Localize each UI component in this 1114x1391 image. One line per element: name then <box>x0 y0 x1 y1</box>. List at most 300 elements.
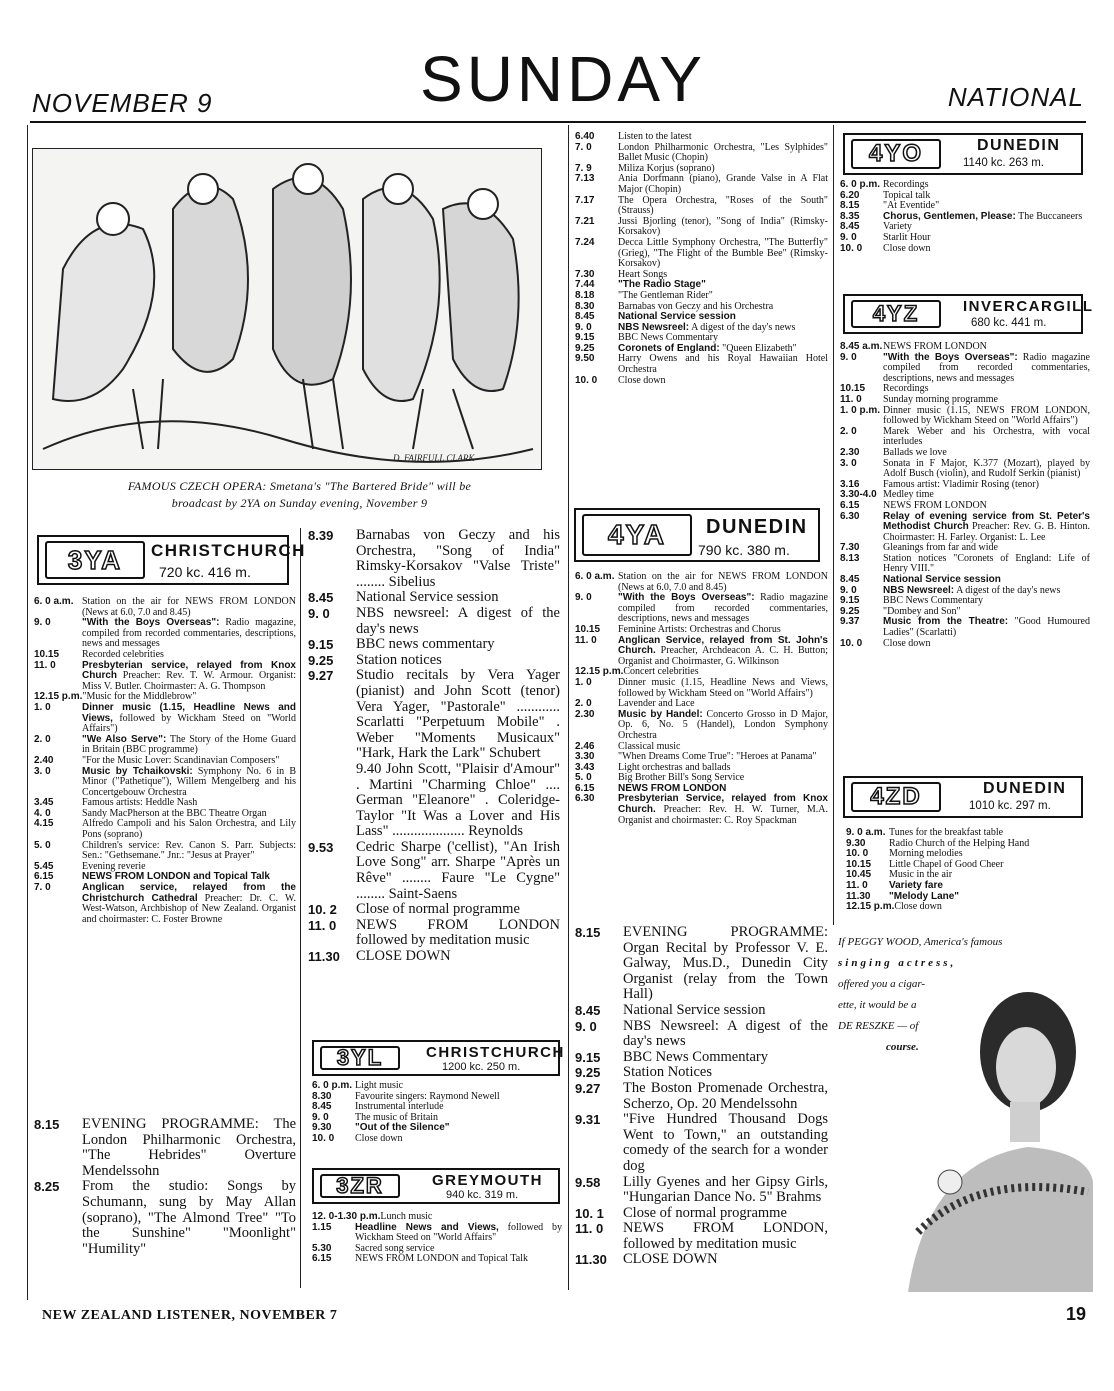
program-detail: Harry Owens and his Royal Hawaiian Hotel Orchestra <box>618 353 828 376</box>
program-time: 9. 0 <box>575 592 592 604</box>
program-detail: Famous artists: Heddle Nash <box>82 797 198 809</box>
program-row <box>308 902 560 918</box>
program-time: 9.25 <box>840 605 860 617</box>
program-description <box>355 1254 562 1265</box>
advert-line: course. <box>886 1041 919 1053</box>
program-row <box>840 459 1090 480</box>
station-logo: 3ZR <box>320 1174 400 1198</box>
program-detail: Close down <box>883 637 931 649</box>
program-list-4yo <box>840 180 1090 254</box>
program-time: 12.15 p.m. <box>34 691 83 703</box>
program-detail: BBC news commentary <box>356 636 495 653</box>
program-time: 2.40 <box>34 754 54 766</box>
program-detail: EVENING PROGRAMME: Organ Recital by Professor V. E. Galway, Mus.D., Dunedin City Organist (relay from the Town Hall) <box>623 924 828 1003</box>
program-time: 11.30 <box>575 1252 607 1268</box>
program-row <box>308 668 560 762</box>
program-detail: Dinner music (1.15, Headline News and Views, followed by Wickham Steed on "World Affairs") <box>618 676 828 699</box>
page-number: 19 <box>1065 1304 1086 1324</box>
program-description <box>356 590 560 606</box>
program-time: 6. 0 p.m. <box>312 1080 353 1091</box>
program-list-3ya-late <box>308 528 560 965</box>
program-detail: National Service session <box>623 1001 766 1018</box>
program-time: 10. 0 <box>846 848 869 860</box>
program-time: 12. 0-1.30 p.m. <box>312 1211 381 1222</box>
program-description <box>618 678 828 699</box>
program-description <box>883 639 1090 650</box>
station-header-3ya <box>37 535 306 585</box>
program-detail: Recorded celebrities <box>82 648 164 660</box>
program-detail: Preacher: Dr. C. W. West-Watson, Archbishop of New Zealand. Organist and choirmaster: C. Foster Browne <box>82 892 296 925</box>
program-detail: Miliza Korjus (soprano) <box>618 162 715 174</box>
program-row <box>575 1065 828 1081</box>
advert-line: DE RESZKE — of <box>838 1020 919 1032</box>
program-detail: NEWS FROM LONDON <box>883 499 987 511</box>
program-detail: The Opera Orchestra, "Roses of the South" (Strauss) <box>618 194 828 217</box>
program-row <box>840 639 1090 650</box>
station-city: GREYMOUTH <box>432 1172 543 1189</box>
program-description <box>355 1223 562 1244</box>
network-label: NATIONAL <box>947 82 1084 112</box>
program-time: 3.43 <box>575 761 595 773</box>
program-highlight: Dinner music (1.15, Headline News and Views, <box>82 701 296 724</box>
program-time: 1.15 <box>312 1221 332 1233</box>
program-row <box>840 222 1090 233</box>
program-time: 5.30 <box>312 1242 332 1254</box>
program-detail: Preacher: Rev. T. W. Armour. Organist: Miss V. Butler. Choirmaster: A. G. Thompson <box>82 670 296 692</box>
program-time: 1. 0 <box>34 701 51 713</box>
illustration-caption <box>62 478 537 512</box>
program-row <box>840 596 1090 607</box>
program-detail: Sacred song service <box>355 1242 435 1254</box>
station-city: CHRISTCHURCH <box>426 1044 565 1061</box>
station-frequency: 1200 kc. 250 m. <box>442 1061 521 1073</box>
program-highlight: Presbyterian service, relayed from Knox Church <box>82 659 296 682</box>
program-detail: Station on the air for NEWS FROM LONDON (News at 6.0, 7.0 and 8.45) <box>82 596 296 618</box>
program-row <box>575 1081 828 1112</box>
program-time: 9. 0 <box>34 617 51 629</box>
program-time: 7.44 <box>575 279 595 291</box>
program-row <box>840 191 1090 202</box>
program-detail: Light orchestras and ballads <box>618 761 731 773</box>
program-description <box>618 636 828 668</box>
program-row <box>312 1134 562 1145</box>
program-detail: NEWS FROM LONDON, followed by meditation music <box>623 1220 828 1252</box>
program-detail: Instrumental interlude <box>355 1101 444 1113</box>
program-detail: Alfredo Campoli and his Salon Orchestra, and Lily Pons (soprano) <box>82 818 296 841</box>
station-frequency: 680 kc. 441 m. <box>971 317 1047 329</box>
program-time: 9. 0 a.m. <box>846 827 886 838</box>
program-detail: Decca Little Symphony Orchestra, "The Butterfly" (Grieg), "The Flight of the Bumble Bee" (Rimsky-Korsakov) <box>618 236 828 270</box>
program-highlight: Coronets of England: <box>618 342 720 354</box>
program-time: 9.30 <box>312 1122 332 1134</box>
program-description <box>623 925 828 1003</box>
program-time: 9.25 <box>575 1065 601 1081</box>
program-detail: Radio magazine compiled from recorded commentaries, descriptions, news and messages <box>883 351 1090 384</box>
program-row <box>846 870 1090 881</box>
program-time: 11. 0 <box>308 917 337 933</box>
program-description <box>623 1206 828 1222</box>
program-description <box>618 376 828 387</box>
station-logo: 4YO <box>851 139 941 169</box>
program-detail: Sunday morning programme <box>883 393 998 405</box>
program-time: 5.45 <box>34 860 54 872</box>
program-description <box>618 794 828 826</box>
program-highlight: "With the Boys Overseas": <box>82 617 220 629</box>
advert-line: singing actress, <box>838 957 957 969</box>
program-row <box>308 762 560 840</box>
program-row <box>575 1003 828 1019</box>
program-time: 9.15 <box>840 595 860 607</box>
program-time: 9. 0 <box>840 584 857 596</box>
program-highlight: Anglican service, relayed from the Christchurch Cathedral <box>82 882 296 904</box>
program-detail: EVENING PROGRAMME: The London Philharmonic Orchestra, "The Hebrides" Overture Mendelssohn <box>82 1116 296 1179</box>
program-description <box>82 618 296 650</box>
program-time: 9.31 <box>575 1112 601 1128</box>
program-detail: Listen to the latest <box>618 131 692 142</box>
program-detail: Feminine Artists: Orchestras and Chorus <box>618 623 781 635</box>
program-time: 7.17 <box>575 194 595 206</box>
program-detail: "Music for the Middlebrow" <box>82 691 197 703</box>
program-time: 7.21 <box>575 215 595 227</box>
program-description <box>623 1065 828 1081</box>
program-row <box>308 918 560 949</box>
program-detail: BBC News Commentary <box>623 1048 768 1065</box>
program-detail: followed by Wickham Steed on "World Affairs") <box>82 712 296 735</box>
program-time: 8.45 <box>840 574 860 586</box>
program-time: 6.15 <box>575 782 595 794</box>
program-time: 9.37 <box>840 616 860 628</box>
program-row <box>840 233 1090 244</box>
program-list-4ya-evening <box>575 925 828 1268</box>
station-frequency: 1140 kc. 263 m. <box>963 157 1044 169</box>
program-detail: From the studio: Songs by Schumann, sung by May Allan (soprano), "The Almond Tree" "To the Sunshine" "Moonlight" "Humility" <box>82 1178 296 1257</box>
program-row <box>846 902 1090 913</box>
program-detail: "Queen Elizabeth" <box>719 342 797 354</box>
caption-line: broadcast by 2YA on Sunday evening, November 9 <box>171 496 428 510</box>
program-row <box>575 1221 828 1252</box>
program-detail: Close of normal programme <box>356 901 520 918</box>
program-detail: The Story of the Home Guard in Britain (BBC programme) <box>82 733 296 756</box>
program-description <box>356 762 560 840</box>
program-time: 8.45 a.m. <box>840 341 883 352</box>
station-logo: 4YZ <box>851 300 941 328</box>
station-city: DUNEDIN <box>977 137 1061 154</box>
program-detail: Radio Church of the Helping Hand <box>889 837 1030 849</box>
program-time: 6.30 <box>575 793 595 805</box>
program-row <box>34 1117 296 1179</box>
program-row <box>840 180 1090 191</box>
program-highlight: NBS Newsreel: <box>618 321 690 333</box>
program-highlight: "The Radio Stage" <box>618 279 706 291</box>
program-detail: Station notices "Coronets of England: Life of Henry VIII." <box>883 552 1090 575</box>
program-time: 3.30 <box>575 751 595 763</box>
program-time: 9.15 <box>308 637 334 653</box>
program-description <box>82 883 296 925</box>
program-row <box>34 618 296 650</box>
program-time: 2.30 <box>575 708 595 720</box>
program-detail: A digest of the day's news <box>689 321 796 333</box>
program-time: 9.15 <box>575 1049 601 1065</box>
station-header-3yl <box>312 1040 565 1076</box>
program-row <box>34 735 296 756</box>
program-time: 8.18 <box>575 289 595 301</box>
program-row <box>308 949 560 965</box>
program-time: 11. 0 <box>840 393 862 405</box>
program-time: 7.13 <box>575 173 595 185</box>
program-description <box>618 593 828 625</box>
program-detail: London Philharmonic Orchestra, "Les Sylphides" Ballet Music (Chopin) <box>618 141 828 164</box>
program-time: 8.30 <box>312 1090 332 1102</box>
station-frequency: 790 kc. 380 m. <box>698 542 790 558</box>
program-highlight: NEWS FROM LONDON and Topical Talk <box>82 871 270 883</box>
program-detail: Concerto Grosso in D Major, Op. 6, No. 5 (Handel), London Symphony Orchestra <box>618 708 828 741</box>
program-detail: NEWS FROM LONDON and Topical Talk <box>355 1253 528 1265</box>
program-detail: Studio recitals by Vera Yager (pianist) and John Scott (tenor) Vera Yager, "Pastorale" ............ Scarlatti "Perpetuum Mobile" . Weber "Moments Musicaux" "Hark, Hark the Lark" Schubert <box>356 667 560 762</box>
program-detail: NBS Newsreel: A digest of the day's news <box>623 1017 828 1050</box>
program-description <box>623 1252 828 1268</box>
program-detail: Dinner music (1.15, NEWS FROM LONDON, followed by Wickham Steed on "World Affairs") <box>883 404 1090 427</box>
program-row <box>308 590 560 606</box>
program-highlight: "We Also Serve": <box>82 733 167 745</box>
station-frequency: 1010 kc. 297 m. <box>969 800 1051 812</box>
program-time: 10. 0 <box>840 242 863 254</box>
program-row <box>575 593 828 625</box>
program-detail: "For the Music Lover: Scandinavian Composers" <box>82 754 280 766</box>
program-time: 10.15 <box>840 383 866 395</box>
program-time: 8.45 <box>575 1002 601 1018</box>
program-time: 6. 0 p.m. <box>840 179 881 190</box>
program-row <box>34 661 296 693</box>
de-reszke-advert <box>838 932 1093 1292</box>
program-description <box>355 1134 562 1145</box>
program-time: 8.15 <box>840 200 860 212</box>
program-row <box>34 883 296 925</box>
program-time: 7. 9 <box>575 162 592 174</box>
program-row <box>575 925 828 1003</box>
column-rule <box>568 125 569 1290</box>
program-description <box>356 668 560 762</box>
program-time: 11. 0 <box>34 659 56 671</box>
program-time: 8.45 <box>308 590 334 606</box>
program-detail: Close of normal programme <box>623 1204 787 1221</box>
program-highlight: "Out of the Silence" <box>355 1122 450 1134</box>
program-detail: Station Notices <box>623 1064 713 1081</box>
program-description <box>618 238 828 270</box>
program-highlight: "Melody Lane" <box>889 890 960 902</box>
program-detail: Gleanings from far and wide <box>883 542 998 554</box>
program-detail: Close down <box>618 374 666 386</box>
program-time: 3.45 <box>34 797 54 809</box>
program-time: 12.15 p.m. <box>575 666 624 678</box>
program-time: 6.15 <box>840 499 860 511</box>
program-highlight: Relay of evening service from St. Peter's Methodist Church <box>883 510 1090 533</box>
program-highlight: Music from the Theatre: <box>883 616 1009 628</box>
program-time: 11.30 <box>846 890 871 902</box>
program-detail: followed by Wickham Steed on "World Affairs" <box>355 1221 562 1244</box>
opera-illustration <box>32 148 542 470</box>
program-detail: Preacher: Rev. G. B. Hinton. Choirmaster: H. Farley. Organist: L. Lee <box>883 521 1090 543</box>
program-description <box>883 554 1090 575</box>
column-rule <box>833 125 834 925</box>
program-description <box>618 196 828 217</box>
program-description <box>82 767 296 799</box>
program-time: 7.30 <box>575 268 595 280</box>
program-row <box>840 480 1090 491</box>
column-rule <box>300 528 301 1288</box>
station-city: DUNEDIN <box>983 780 1067 797</box>
program-row <box>575 636 828 668</box>
program-time: 12.15 p.m. <box>846 901 895 913</box>
caption-line: FAMOUS CZECH OPERA: Smetana's "The Bartered Bride" will be <box>127 479 472 493</box>
header-rule <box>30 121 1086 123</box>
program-detail: "Five Hundred Thousand Dogs Went to Town," an outstanding comedy of the search for a wonder dog <box>623 1111 828 1174</box>
program-row <box>34 819 296 840</box>
program-time: 6. 0 a.m. <box>575 571 615 582</box>
program-time: 4.15 <box>34 818 54 830</box>
program-detail: Preacher: Rev. H. W. Turner, M.A. Organist and choirmaster: C. Roy Spackman <box>618 804 828 826</box>
program-time: 9. 0 <box>840 231 857 243</box>
program-row <box>575 1206 828 1222</box>
program-row <box>575 1112 828 1174</box>
program-row <box>575 794 828 826</box>
program-time: 9.58 <box>575 1174 601 1190</box>
program-row <box>575 1175 828 1206</box>
program-detail: Heart Songs <box>618 268 668 280</box>
program-time: 10. 0 <box>575 374 598 386</box>
program-row <box>34 703 296 735</box>
program-time: 8.45 <box>575 311 595 323</box>
page-date: NOVEMBER 9 <box>32 88 213 118</box>
program-row <box>846 839 1090 850</box>
program-time: 9. 0 <box>308 605 330 621</box>
program-time: 5. 0 <box>34 839 51 851</box>
program-time: 6.20 <box>840 189 860 201</box>
program-detail: BBC News Commentary <box>883 595 983 607</box>
station-city: DUNEDIN <box>706 516 808 538</box>
program-detail: Concert celebrities <box>623 666 699 678</box>
program-time: 3. 0 <box>34 765 51 777</box>
program-description <box>883 427 1090 448</box>
program-time: 5. 0 <box>575 772 592 784</box>
program-detail: Lunch music <box>380 1211 433 1222</box>
program-time: 9. 0 <box>575 1018 597 1034</box>
program-list-3ya-evening <box>34 1117 296 1257</box>
program-detail: Morning melodies <box>889 848 963 860</box>
program-row <box>575 143 828 164</box>
program-time: 9. 0 <box>312 1111 329 1123</box>
program-row <box>575 1050 828 1066</box>
program-detail: NBS newsreel: A digest of the day's news <box>356 604 560 637</box>
program-detail: Close down <box>894 901 942 913</box>
program-detail: Medley time <box>883 489 934 501</box>
program-row <box>846 881 1090 892</box>
program-description <box>623 1050 828 1066</box>
program-time: 3. 0 <box>840 457 857 469</box>
program-detail: Close down <box>883 242 931 254</box>
program-detail: Jussi Bjorling (tenor), "Song of India" (Rimsky-Korsakov) <box>618 215 828 238</box>
program-description <box>883 459 1090 480</box>
program-description <box>883 617 1090 638</box>
station-frequency: 720 kc. 416 m. <box>159 564 251 580</box>
program-row <box>575 174 828 195</box>
program-time: 10.15 <box>575 623 601 635</box>
program-description <box>623 1081 828 1112</box>
program-description <box>82 597 296 618</box>
program-description <box>623 1019 828 1050</box>
program-row <box>575 1019 828 1050</box>
program-row <box>575 238 828 270</box>
program-detail: NEWS FROM LONDON followed by meditation music <box>356 916 560 949</box>
station-logo: 4ZD <box>851 782 941 812</box>
station-header-3zr <box>312 1168 560 1204</box>
program-detail: "Dombey and Son" <box>883 605 961 617</box>
program-description <box>356 840 560 902</box>
program-row <box>575 1252 828 1268</box>
program-row <box>575 196 828 217</box>
program-time: 11.30 <box>308 949 340 965</box>
program-row <box>34 1179 296 1257</box>
program-detail: Children's service: Rev. Canon S. Parr. Subjects: Sen.: "Gethsemane." Jnr.: "Jesus at Prayer" <box>82 839 296 862</box>
program-list-3zr <box>312 1212 562 1265</box>
program-row <box>840 406 1090 427</box>
program-detail: Ballads we love <box>883 446 947 458</box>
program-time: 8.30 <box>575 300 595 312</box>
station-header-4yz <box>843 294 1094 334</box>
program-description <box>894 902 1090 913</box>
program-row <box>308 528 560 590</box>
program-detail: CLOSE DOWN <box>623 1251 718 1268</box>
program-highlight: Chorus, Gentlemen, Please: <box>883 210 1016 222</box>
program-highlight: Anglican Service, relayed from St. John's Church. <box>618 634 828 657</box>
program-description <box>356 528 560 590</box>
program-description <box>356 637 560 653</box>
program-description <box>356 918 560 949</box>
program-detail: Recordings <box>883 179 929 190</box>
program-time <box>308 762 356 840</box>
program-time: 8.25 <box>34 1179 60 1195</box>
program-description <box>883 353 1090 385</box>
program-list-4yz <box>840 342 1090 649</box>
program-time: 9.25 <box>575 342 595 354</box>
program-detail: Ania Dorfmann (piano), Grande Valse in A Flat Major (Chopin) <box>618 173 828 195</box>
program-time: 9.53 <box>308 839 334 855</box>
program-row <box>308 637 560 653</box>
program-description <box>883 406 1090 427</box>
station-frequency: 940 kc. 319 m. <box>446 1189 519 1201</box>
program-time: 8.15 <box>575 925 601 940</box>
program-row <box>312 1123 562 1134</box>
program-description <box>356 606 560 637</box>
program-detail: "Good Humoured Ladies" (Scarlatti) <box>883 616 1090 639</box>
program-detail: The Boston Promenade Orchestra, Scherzo, Op. 20 Mendelssohn <box>623 1079 828 1112</box>
program-detail: BBC News Commentary <box>618 332 718 344</box>
program-row <box>575 354 828 375</box>
program-detail: Cedric Sharpe ('cellist), "An Irish Love Song" arr. Sharpe "Après un Rêve" ........ Faure "Le Cygne" ........ Saint-Saens <box>356 838 560 902</box>
program-detail: Sandy MacPherson at the BBC Theatre Organ <box>82 807 267 819</box>
program-description <box>356 902 560 918</box>
program-highlight: Music by Tchaikovski: <box>82 765 193 777</box>
program-row <box>575 572 828 593</box>
program-time: 9.25 <box>308 652 334 668</box>
program-time: 7.24 <box>575 236 595 248</box>
program-time: 1. 0 <box>575 676 592 688</box>
program-description <box>883 244 1090 255</box>
program-row <box>312 1223 562 1244</box>
program-time: 2.30 <box>840 446 860 458</box>
program-row <box>34 841 296 862</box>
program-highlight: "With the Boys Overseas": <box>883 351 1018 363</box>
program-description <box>618 572 828 593</box>
